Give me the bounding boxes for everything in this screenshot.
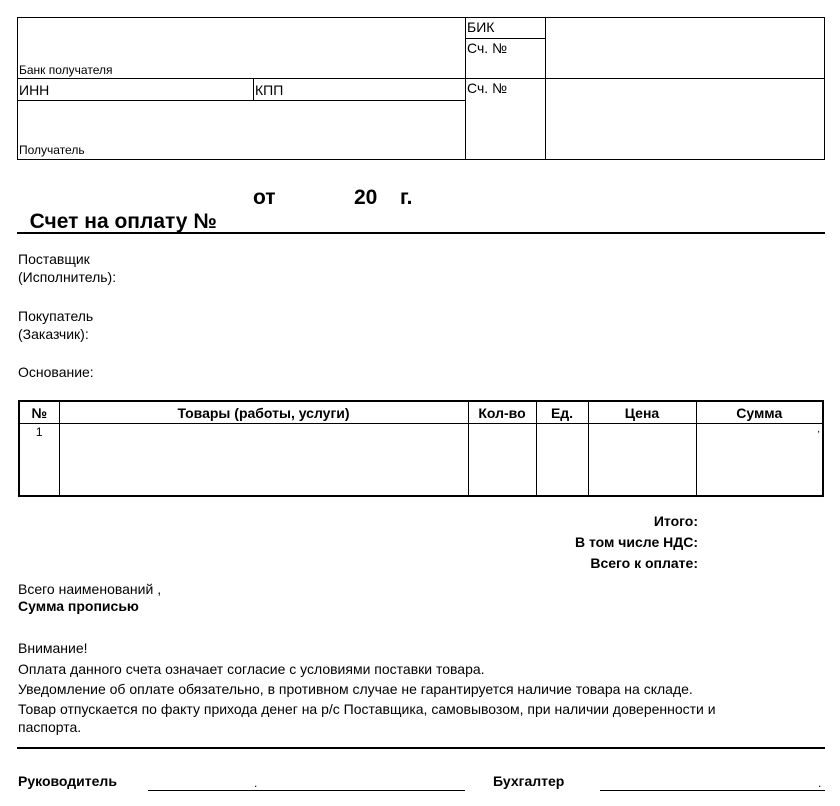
- inn-label: ИНН: [19, 82, 50, 98]
- account1-label: Сч. №: [467, 40, 508, 56]
- row-qty: [468, 424, 536, 497]
- supplier-label: Поставщик: [18, 251, 90, 267]
- notice-heading: Внимание!: [18, 640, 88, 656]
- title-divider: [17, 232, 825, 234]
- supplier-sublabel: (Исполнитель):: [18, 269, 117, 285]
- col-header-qty: Кол-во: [468, 401, 536, 424]
- bik-label: БИК: [467, 19, 495, 35]
- vat-label: В том числе НДС:: [574, 534, 698, 550]
- row-price: [588, 424, 696, 497]
- inn-row-divider: [17, 100, 465, 101]
- director-label: Руководитель: [18, 773, 117, 789]
- notice-line-3: Товар отпускается по факту прихода денег на р/с Поставщика, самовывозом, при наличии доверенности и: [18, 700, 716, 717]
- director-mark: .: [254, 776, 258, 790]
- buyer-block: [18, 307, 93, 343]
- bank-divider-h1: [17, 78, 825, 79]
- items-count: Всего наименований ,: [18, 581, 162, 597]
- col-header-price: Цена: [588, 401, 696, 424]
- col-header-unit: Ед.: [536, 401, 588, 424]
- items-header-row: [19, 401, 823, 424]
- buyer-sublabel: (Заказчик):: [18, 326, 89, 342]
- account2-label: Сч. №: [467, 80, 508, 96]
- accountant-signature-line: [600, 790, 825, 791]
- invoice-title: [18, 186, 217, 234]
- bik-divider: [465, 38, 545, 39]
- row-unit: [536, 424, 588, 497]
- notice-block: [18, 638, 818, 736]
- notice-line-1: Оплата данного счета означает согласие с условиями поставки товара.: [18, 660, 485, 677]
- title-from: от: [253, 186, 276, 209]
- title-suffix: г.: [400, 186, 413, 209]
- supplier-block: [18, 250, 116, 286]
- inn-kpp-divider: [253, 79, 254, 100]
- buyer-label: Покупатель: [18, 308, 94, 324]
- to-pay-label: Всего к оплате:: [590, 555, 698, 571]
- row-sum: ,: [696, 424, 823, 497]
- amount-in-words-label: Сумма прописью: [18, 598, 139, 614]
- col-header-sum: Сумма: [696, 401, 823, 424]
- title-text: Счет на оплату №: [29, 210, 217, 233]
- accountant-label: Бухгалтер: [493, 773, 565, 789]
- items-table: [18, 400, 824, 497]
- bank-divider-v2: [545, 17, 546, 160]
- title-year: 20: [354, 186, 378, 209]
- col-header-num: №: [19, 401, 59, 424]
- recipient-label: Получатель: [19, 143, 85, 157]
- bank-details-box: [17, 17, 825, 160]
- basis-label: Основание:: [18, 364, 94, 380]
- director-signature-line: [148, 790, 465, 791]
- row-num: 1: [19, 424, 59, 497]
- table-row: [19, 424, 823, 497]
- row-goods: [59, 424, 468, 497]
- signature-divider: [17, 747, 825, 749]
- kpp-label: КПП: [255, 82, 284, 98]
- bank-label: Банк получателя: [19, 63, 113, 77]
- notice-line-2: Уведомление об оплате обязательно, в противном случае не гарантируется наличие товара на складе.: [18, 681, 693, 697]
- col-header-goods: Товары (работы, услуги): [59, 401, 468, 424]
- accountant-mark: .: [818, 776, 822, 790]
- total-label: Итого:: [653, 513, 698, 529]
- notice-line-4: паспорта.: [18, 718, 82, 735]
